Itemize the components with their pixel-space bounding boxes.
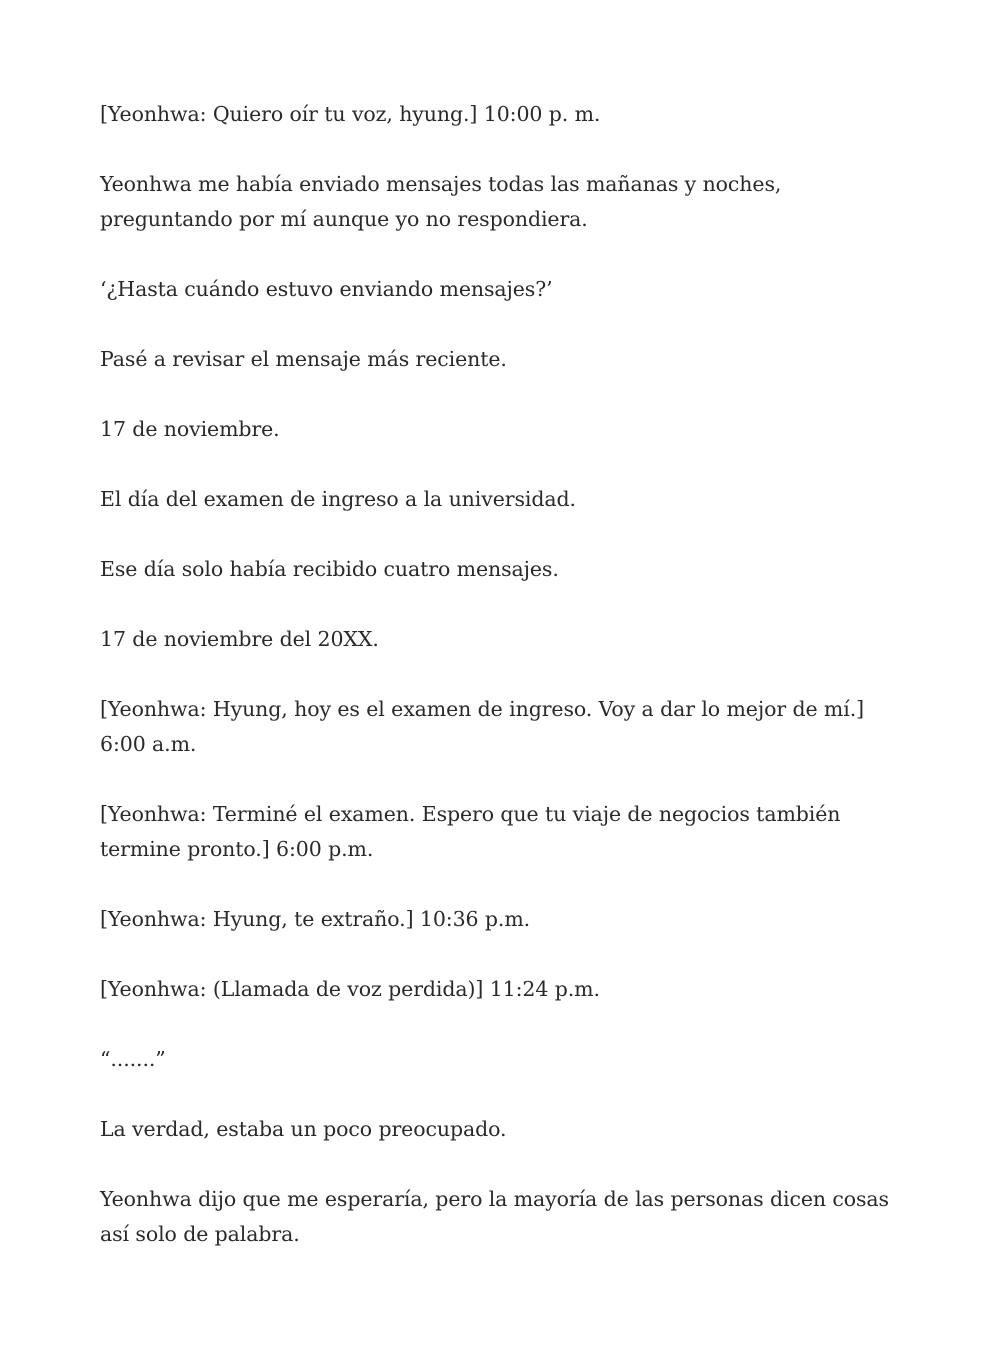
- narration-paragraph: Yeonhwa dijo que me esperaría, pero la mayoría de las personas dicen cosas así solo de palabra.: [100, 1187, 889, 1246]
- document-page: [100, 97, 900, 1252]
- message-line: [Yeonhwa: (Llamada de voz perdida)] 11:24 p.m.: [100, 977, 600, 1001]
- narration-paragraph: El día del examen de ingreso a la universidad.: [100, 487, 576, 511]
- date-line: 17 de noviembre del 20XX.: [100, 627, 379, 651]
- narration-paragraph: La verdad, estaba un poco preocupado.: [100, 1117, 507, 1141]
- message-line: [Yeonhwa: Quiero oír tu voz, hyung.] 10:00 p. m.: [100, 102, 601, 126]
- narration-paragraph: Ese día solo había recibido cuatro mensajes.: [100, 557, 559, 581]
- dialogue-line: “.......”: [100, 1047, 166, 1071]
- narration-paragraph: Pasé a revisar el mensaje más reciente.: [100, 347, 507, 371]
- message-line: [Yeonhwa: Hyung, te extraño.] 10:36 p.m.: [100, 907, 531, 931]
- narration-paragraph: Yeonhwa me había enviado mensajes todas las mañanas y noches, preguntando por mí aunque yo no respondiera.: [100, 172, 782, 231]
- message-line: [Yeonhwa: Terminé el examen. Espero que tu viaje de negocios también termine pronto.] 6:00 p.m.: [100, 802, 841, 861]
- thought-line: ‘¿Hasta cuándo estuvo enviando mensajes?’: [100, 277, 553, 301]
- message-line: [Yeonhwa: Hyung, hoy es el examen de ingreso. Voy a dar lo mejor de mí.] 6:00 a.m.: [100, 697, 865, 756]
- date-line: 17 de noviembre.: [100, 417, 280, 441]
